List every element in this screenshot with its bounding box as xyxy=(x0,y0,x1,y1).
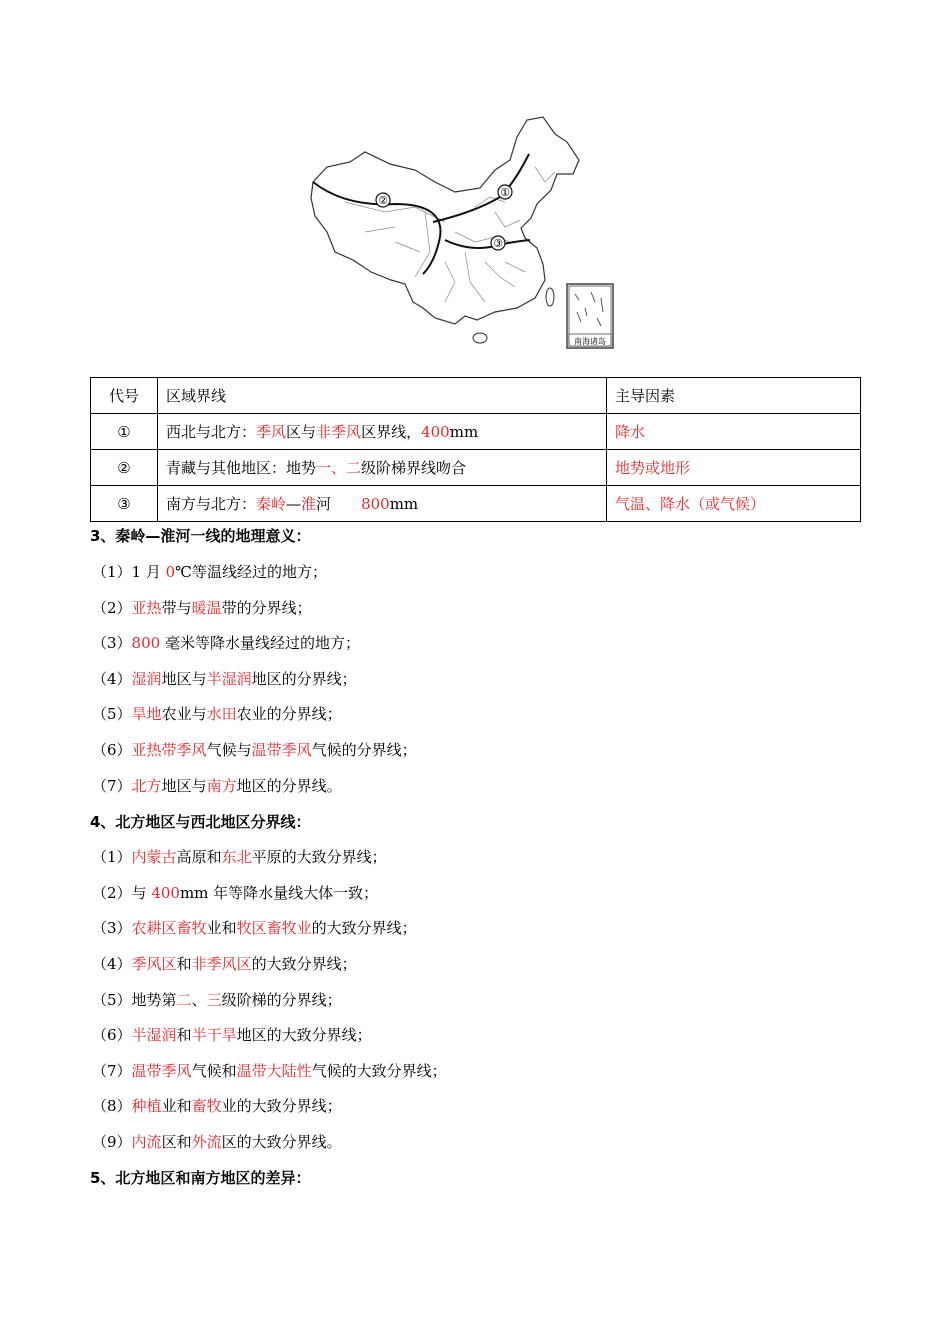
plain-text: 高原和 xyxy=(176,848,222,866)
plain-text: 带与 xyxy=(161,599,192,617)
highlight-text: 半干旱 xyxy=(191,1026,237,1044)
plain-text: 西北与北方： xyxy=(166,423,257,441)
highlight-text: 400 xyxy=(421,423,450,441)
highlight-text: 非季风 xyxy=(316,423,362,441)
highlight-text: 800 xyxy=(131,634,161,652)
highlight-text: 种植 xyxy=(131,1097,162,1115)
taiwan-island xyxy=(546,288,554,306)
plain-text: 业的大致分界线； xyxy=(221,1097,342,1115)
plain-text: mm 年等降水量线大体一致； xyxy=(179,884,379,902)
plain-text: mm xyxy=(449,423,479,441)
highlight-text: 暖温 xyxy=(191,599,222,617)
plain-text: 和 xyxy=(176,1026,192,1044)
plain-text: 气候与 xyxy=(206,741,252,759)
highlight-text: 东北 xyxy=(221,848,252,866)
highlight-text: 外流 xyxy=(191,1133,222,1151)
plain-text: 的大致分界线； xyxy=(251,955,357,973)
plain-text: 区与 xyxy=(286,423,317,441)
table-row xyxy=(91,450,861,486)
plain-text: 气候的大致分界线； xyxy=(311,1062,447,1080)
plain-text: 平原的大致分界线； xyxy=(251,848,387,866)
section-4-item xyxy=(92,1060,447,1081)
highlight-text: 淮 xyxy=(301,495,317,513)
plain-text: 业和 xyxy=(161,1097,192,1115)
section-4-item xyxy=(92,1131,342,1152)
row-code: ③ xyxy=(91,486,158,522)
section-4-item xyxy=(92,1024,372,1045)
plain-text: 气候和 xyxy=(191,1062,237,1080)
plain-text: mm xyxy=(389,495,419,513)
highlight-text: 亚热 xyxy=(131,599,162,617)
plain-text: 业和 xyxy=(206,919,237,937)
china-outline xyxy=(311,117,579,324)
plain-text: 级阶梯界线吻合 xyxy=(361,459,467,477)
plain-text: 、 xyxy=(191,991,207,1009)
plain-text: 区和 xyxy=(161,1133,192,1151)
plain-text: （7） xyxy=(92,1062,132,1080)
marker-2-label: ② xyxy=(378,194,388,207)
highlight-text: 800 xyxy=(361,495,390,513)
plain-text: 区界线， xyxy=(361,423,422,441)
header-factor: 主导因素 xyxy=(607,378,861,414)
section-4-item xyxy=(92,953,357,974)
plain-text: （2） xyxy=(92,599,132,617)
plain-text: （4） xyxy=(92,670,132,688)
plain-text: （6） xyxy=(92,741,132,759)
section-5-title: 5、北方地区和南方地区的差异： xyxy=(90,1169,311,1187)
boundary-table xyxy=(90,377,861,522)
highlight-text: 北方 xyxy=(131,777,162,795)
highlight-text: 非季风区 xyxy=(191,955,252,973)
highlight-text: 半湿润 xyxy=(131,1026,177,1044)
section-3-item xyxy=(92,739,417,760)
plain-text: （1）1 月 xyxy=(92,563,166,581)
plain-text: （2）与 xyxy=(92,884,152,902)
section-4-item xyxy=(92,989,342,1010)
section-3-item xyxy=(92,632,360,653)
highlight-text: 牧区畜牧业 xyxy=(236,919,312,937)
hainan-island xyxy=(473,333,487,343)
highlight-text: 季风区 xyxy=(131,955,177,973)
plain-text: （9） xyxy=(92,1133,132,1151)
section-4-item xyxy=(92,882,378,903)
plain-text: 农业的分界线； xyxy=(236,705,342,723)
plain-text: 河 xyxy=(316,495,362,513)
plain-text: 带的分界线； xyxy=(221,599,312,617)
plain-text: 的大致分界线； xyxy=(311,919,417,937)
plain-text: — xyxy=(286,495,302,513)
plain-text: 级阶梯的分界线； xyxy=(221,991,342,1009)
marker-1 xyxy=(498,185,512,199)
south-china-sea-inset xyxy=(567,284,613,348)
highlight-text: 二 xyxy=(176,991,192,1009)
inset-label: 南海诸岛 xyxy=(574,337,606,346)
row-code: ① xyxy=(91,414,158,450)
plain-text: 南方与北方： xyxy=(166,495,257,513)
row-boundary xyxy=(158,414,607,450)
highlight-text: 温带大陆性 xyxy=(236,1062,312,1080)
plain-text: （4） xyxy=(92,955,132,973)
section-3-item xyxy=(92,668,357,689)
header-code: 代号 xyxy=(91,378,158,414)
section-3-title: 3、秦岭—淮河一线的地理意义： xyxy=(90,527,311,545)
plain-text: （6） xyxy=(92,1026,132,1044)
row-factor: 降水 xyxy=(607,414,861,450)
plain-text: 气候的分界线； xyxy=(311,741,417,759)
highlight-text: 400 xyxy=(151,884,180,902)
highlight-text: 农耕区畜牧 xyxy=(131,919,207,937)
section-3-item xyxy=(92,597,312,618)
section-3-item xyxy=(92,775,342,796)
plain-text: 和 xyxy=(176,955,192,973)
plain-text: 毫米等降水量线经过的地方； xyxy=(160,634,360,652)
table-row xyxy=(91,414,861,450)
plain-text: 地区与 xyxy=(161,777,207,795)
china-boundary-map xyxy=(305,112,617,352)
table-header-row xyxy=(91,378,861,414)
section-4-item xyxy=(92,1095,342,1116)
highlight-text: 内流 xyxy=(131,1133,162,1151)
section-4-item xyxy=(92,846,387,867)
plain-text: （3） xyxy=(92,919,132,937)
plain-text: （1） xyxy=(92,848,132,866)
plain-text: 地区的分界线； xyxy=(251,670,357,688)
section-4-title: 4、北方地区与西北地区分界线： xyxy=(90,813,311,831)
highlight-text: 秦岭 xyxy=(256,495,287,513)
row-code: ② xyxy=(91,450,158,486)
header-boundary: 区域界线 xyxy=(158,378,607,414)
row-boundary xyxy=(158,486,607,522)
highlight-text: 季风 xyxy=(256,423,287,441)
highlight-text: 亚热带季风 xyxy=(131,741,207,759)
highlight-text: 0 xyxy=(165,563,176,581)
marker-1-label: ① xyxy=(500,186,510,199)
highlight-text: 旱地 xyxy=(131,705,162,723)
plain-text: 地区的大致分界线； xyxy=(236,1026,372,1044)
plain-text: 地区的分界线。 xyxy=(236,777,342,795)
section-4-item xyxy=(92,917,417,938)
plain-text: （3） xyxy=(92,634,132,652)
section-3-item xyxy=(92,703,342,724)
plain-text: （8） xyxy=(92,1097,132,1115)
plain-text: （5）地势第 xyxy=(92,991,177,1009)
table-row xyxy=(91,486,861,522)
plain-text: 区的大致分界线。 xyxy=(221,1133,342,1151)
highlight-text: 畜牧 xyxy=(191,1097,222,1115)
highlight-text: 三 xyxy=(206,991,222,1009)
highlight-text: 温带季风 xyxy=(251,741,312,759)
plain-text: （5） xyxy=(92,705,132,723)
plain-text: 地区与 xyxy=(161,670,207,688)
row-factor: 地势或地形 xyxy=(607,450,861,486)
highlight-text: 湿润 xyxy=(131,670,162,688)
highlight-text: 南方 xyxy=(206,777,237,795)
marker-3-label: ③ xyxy=(493,237,503,250)
highlight-text: 内蒙古 xyxy=(131,848,177,866)
highlight-text: 温带季风 xyxy=(131,1062,192,1080)
plain-text: ℃等温线经过的地方； xyxy=(175,563,327,581)
plain-text: 农业与 xyxy=(161,705,207,723)
china-map-svg xyxy=(305,112,617,352)
plain-text: 青藏与其他地区：地势 xyxy=(166,459,317,477)
marker-3 xyxy=(491,236,505,250)
marker-2 xyxy=(376,193,390,207)
row-factor: 气温、降水（或气候） xyxy=(607,486,861,522)
highlight-text: 一、二 xyxy=(316,459,362,477)
plain-text: （7） xyxy=(92,777,132,795)
highlight-text: 半湿润 xyxy=(206,670,252,688)
row-boundary xyxy=(158,450,607,486)
section-3-item xyxy=(92,561,327,582)
highlight-text: 水田 xyxy=(206,705,237,723)
